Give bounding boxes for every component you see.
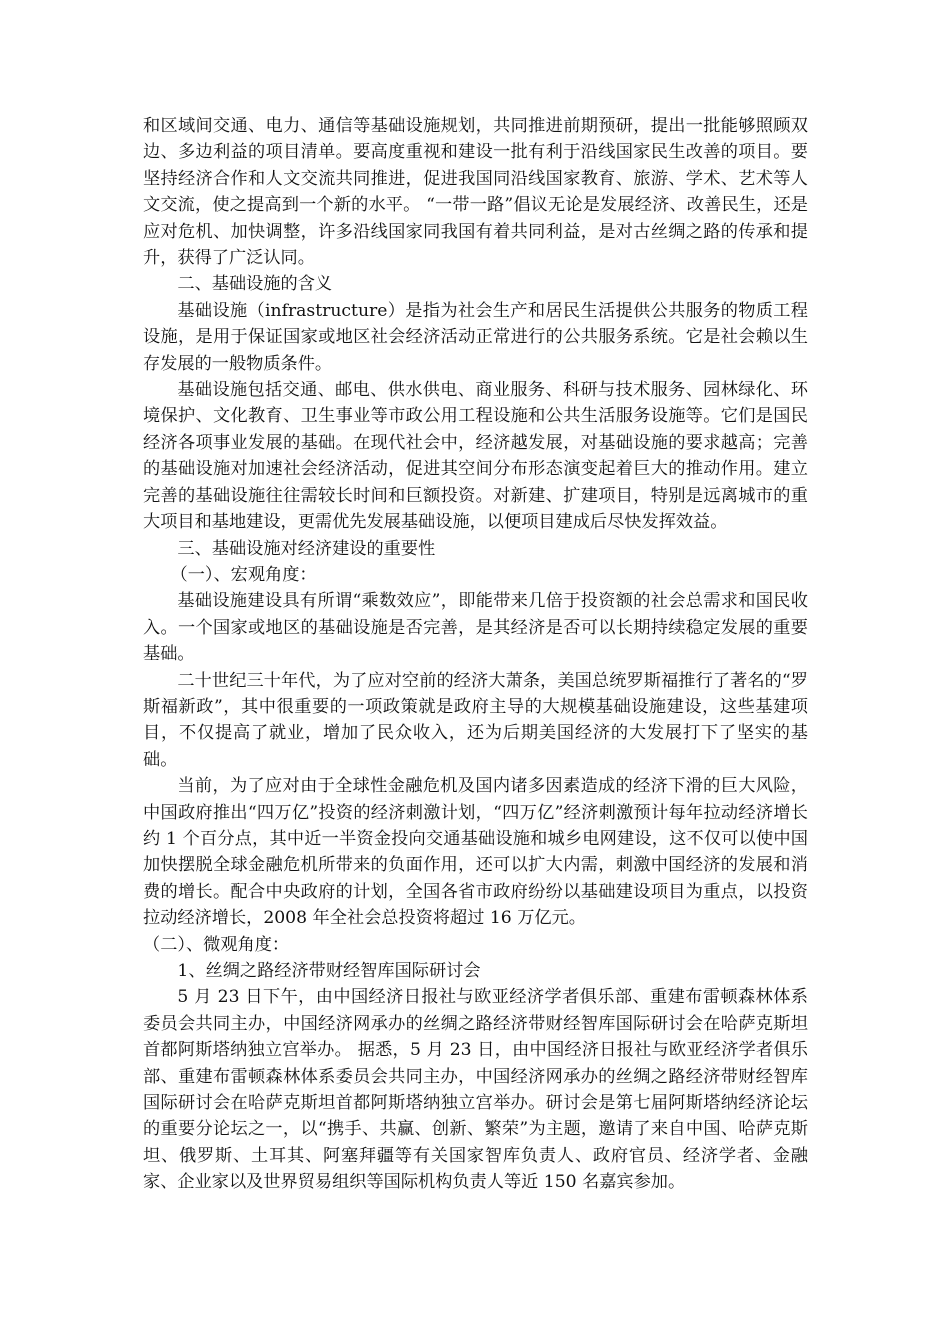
paragraph-seminar: 5 月 23 日下午，由中国经济日报社与欧亚经济学者俱乐部、重建布雷顿森林体系委员会共同主办，中国经济网承办的丝绸之路经济带财经智库国际研讨会在哈萨克斯坦首都阿斯塔纳独立宫举办。 据悉，5 月 23 日，由中国经济日报社与欧亚经济学者俱乐部、重建布雷顿森林体系委员会共同主办，中国经济网承办的丝绸之路经济带财经智库国际研讨会在哈萨克斯坦首都阿斯塔纳独立宫举办。研讨会是第七届阿斯塔纳经济论坛的重要分论坛之一，以“携手、共赢、创新、繁荣”为主题，邀请了来自中国、哈萨克斯坦、俄罗斯、土耳其、阿塞拜疆等有关国家智库负责人、政府官员、经济学者、金融家、企业家以及世界贸易组织等国际机构负责人等近 150 名嘉宾参加。 xyxy=(143,987,808,1193)
paragraph-multiplier-effect: 基础设施建设具有所谓“乘数效应”，即能带来几倍于投资额的社会总需求和国民收入。一个国家或地区的基础设施是否完善，是其经济是否可以长期持续稳定发展的重要基础。 xyxy=(143,591,808,665)
subsection-heading-macro: （一）、宏观角度： xyxy=(170,564,317,585)
paragraph-new-deal: 二十世纪三十年代，为了应对空前的经济大萧条，美国总统罗斯福推行了著名的“罗斯福新政”，其中很重要的一项政策就是政府主导的大规模基础设施建设，这些基建项目，不仅提高了就业，增加了民众收入，还为后期美国经济的大发展打下了坚实的基础。 xyxy=(143,670,808,770)
subsection-heading-micro: （二）、微观角度： xyxy=(143,934,290,955)
paragraph-stimulus-plan: 当前，为了应对由于全球性金融危机及国内诸多因素造成的经济下滑的巨大风险，中国政府推出“四万亿”投资的经济刺激计划，“四万亿”经济刺激预计每年拉动经济增长约 1 个百分点，其中近一半资金投向交通基础设施和城乡电网建设，这不仅可以使中国加快摆脱全球金融危机所带来的负面作用，还可以扩大内需，刺激中国经济的发展和消费的增长。配合中央政府的计划，全国各省市政府纷纷以基础建设项目为重点，以投资拉动经济增长，2008 年全社会总投资将超过 16 万亿元。 xyxy=(143,776,808,929)
paragraph-infrastructure-scope: 基础设施包括交通、邮电、供水供电、商业服务、科研与技术服务、园林绿化、环境保护、文化教育、卫生事业等市政公用工程设施和公共生活服务设施等。它们是国民经济各项事业发展的基础。在现代社会中，经济越发展，对基础设施的要求越高；完善的基础设施对加速社会经济活动，促进其空间分布形态演变起着巨大的推动作用。建立完善的基础设施往往需较长时间和巨额投资。对新建、扩建项目，特别是远离城市的重大项目和基地建设，更需优先发展基础设施，以便项目建成后尽快发挥效益。 xyxy=(143,380,808,533)
document-page xyxy=(143,113,808,1196)
item-heading-seminar: 1、丝绸之路经济带财经智库国际研讨会 xyxy=(177,961,481,981)
paragraph-infrastructure-definition: 基础设施（infrastructure）是指为社会生产和居民生活提供公共服务的物质工程设施，是用于保证国家或地区社会经济活动正常进行的公共服务系统。它是社会赖以生存发展的一般物质条件。 xyxy=(143,300,808,374)
section-heading-2: 二、基础设施的含义 xyxy=(177,274,333,295)
section-heading-3: 三、基础设施对经济建设的重要性 xyxy=(177,538,436,559)
paragraph-intro-continued: 和区域间交通、电力、通信等基础设施规划，共同推进前期预研，提出一批能够照顾双边、多边利益的项目清单。要高度重视和建设一批有利于沿线国家民生改善的项目。要坚持经济合作和人文交流共同推进，促进我国同沿线国家教育、旅游、学术、艺术等人文交流，使之提高到一个新的水平。 “一带一路”倡议无论是发展经济、改善民生，还是应对危机、加快调整，许多沿线国家同我国有着共同利益，是对古丝绸之路的传承和提升，获得了广泛认同。 xyxy=(143,116,808,269)
